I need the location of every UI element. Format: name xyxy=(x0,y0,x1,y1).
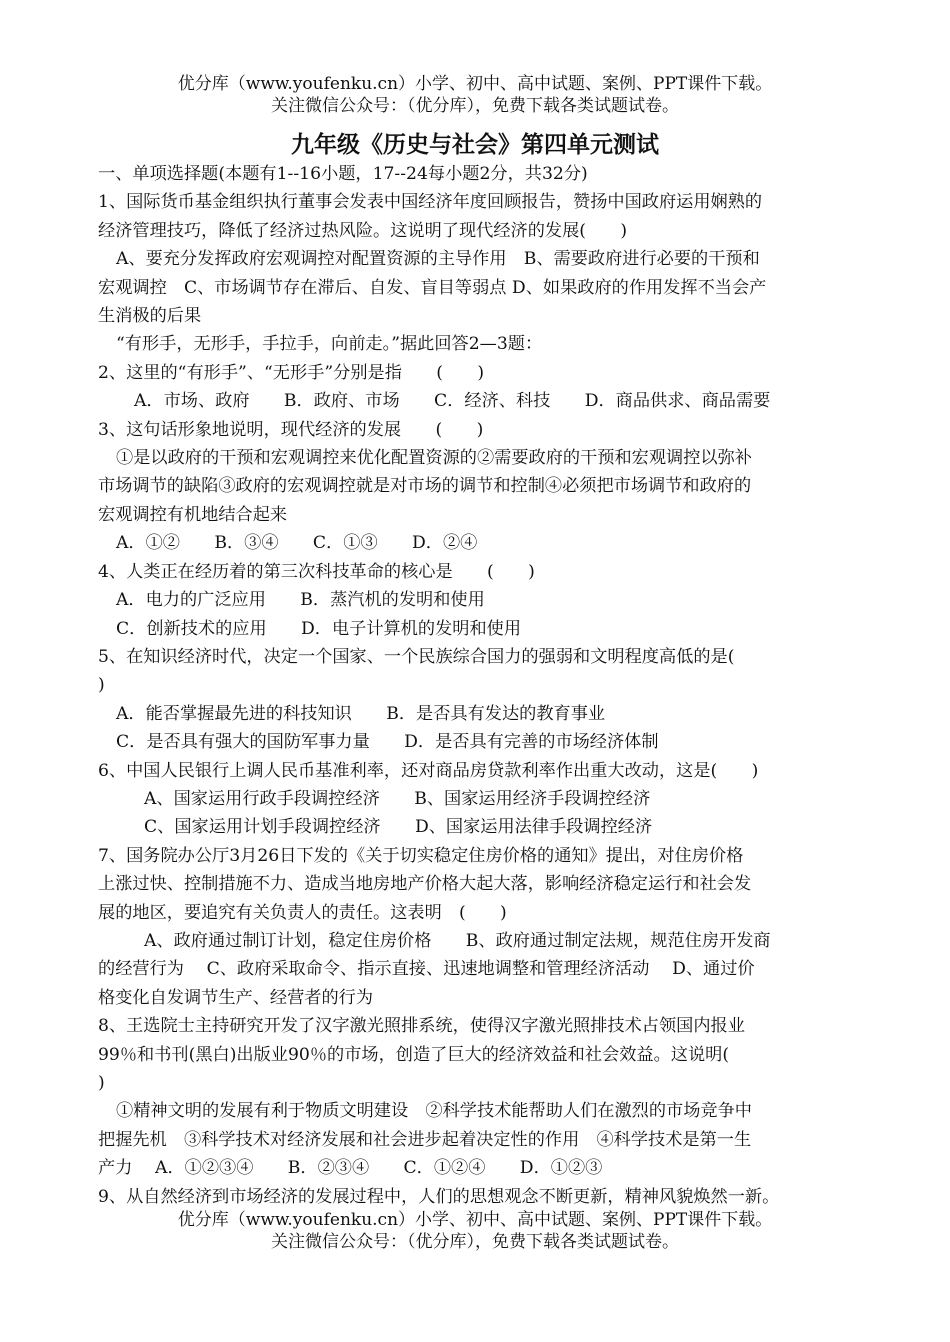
question-6-options-cd: C、国家运用计划手段调控经济 D、国家运用法律手段调控经济 xyxy=(144,817,653,838)
question-6: 6、中国人民银行上调人民币基准利率，还对商品房贷款利率作出重大改动，这是( ) xyxy=(98,760,759,781)
question-3-options: A．①② B．③④ C．①③ D．②④ xyxy=(116,533,478,554)
question-7-options-cont: 的经营行为 C、政府采取命令、指示直接、迅速地调整和管理经济活动 D、通过价 xyxy=(98,959,755,980)
header-line-1: 优分库（www.youfenku.cn）小学、初中、高中试题、案例、PPT课件下载。 xyxy=(177,74,773,94)
question-8-statements: ①精神文明的发展有利于物质文明建设 ②科学技术能帮助人们在激烈的市场竞争中 xyxy=(116,1101,752,1122)
footer-line-1: 优分库（www.youfenku.cn）小学、初中、高中试题、案例、PPT课件下载。 xyxy=(177,1210,773,1230)
question-8-statements-cont: 把握先机 ③科学技术对经济发展和社会进步起着决定性的作用 ④科学技术是第一生 xyxy=(98,1129,752,1150)
question-7-options-cont: 格变化自发调节生产、经营者的行为 xyxy=(98,987,374,1008)
question-9: 9、从自然经济到市场经济的发展过程中，人们的思想观念不断更新，精神风貌焕然一新。 xyxy=(98,1186,780,1207)
question-2: 2、这里的“有形手”、“无形手”分别是指 ( ) xyxy=(98,362,485,383)
question-4: 4、人类正在经历着的第三次科技革命的核心是 ( ) xyxy=(98,561,535,582)
question-2-options: A．市场、政府 B．政府、市场 C．经济、科技 D．商品供求、商品需要 xyxy=(134,391,771,412)
question-8-cont: 99％和书刊(黑白)出版业90％的市场，创造了巨大的经济效益和社会效益。这说明( xyxy=(98,1044,730,1065)
question-4-options-ab: A．电力的广泛应用 B．蒸汽机的发明和使用 xyxy=(116,590,485,611)
question-5: 5、在知识经济时代，决定一个国家、一个民族综合国力的强弱和文明程度高低的是( xyxy=(98,646,735,667)
question-1-options-cont: 宏观调控 C、市场调节存在滞后、自发、盲目等弱点 D、如果政府的作用发挥不当会产 xyxy=(98,277,767,298)
question-5-cont: ) xyxy=(98,675,105,696)
question-1-cont: 经济管理技巧，降低了经济过热风险。这说明了现代经济的发展( ) xyxy=(98,220,628,241)
question-3-statements: ①是以政府的干预和宏观调控来优化配置资源的②需要政府的干预和宏观调控以弥补 xyxy=(116,448,752,469)
material-quote: “有形手，无形手，手拉手，向前走。”据此回答2—3题： xyxy=(116,334,543,355)
question-body xyxy=(98,160,838,1211)
page-title: 九年级《历史与社会》第四单元测试 xyxy=(291,131,659,158)
question-4-options-cd: C．创新技术的应用 D．电子计算机的发明和使用 xyxy=(116,618,522,639)
question-7-cont: 展的地区，要追究有关负责人的责任。这表明 ( ) xyxy=(98,902,507,923)
question-3: 3、这句话形象地说明，现代经济的发展 ( ) xyxy=(98,419,484,440)
question-3-statements-cont: 市场调节的缺陷③政府的宏观调控就是对市场的调节和控制④必须把市场调节和政府的 xyxy=(98,476,752,497)
question-1-options-cont: 生消极的后果 xyxy=(98,306,202,327)
question-7-options: A、政府通过制订计划，稳定住房价格 B、政府通过制定法规，规范住房开发商 xyxy=(144,930,771,951)
question-5-options-cd: C．是否具有强大的国防军事力量 D．是否具有完善的市场经济体制 xyxy=(116,732,659,753)
site-footer xyxy=(0,1209,950,1253)
question-8-options: 产力 A．①②③④ B．②③④ C．①②④ D．①②③ xyxy=(98,1158,603,1179)
question-7: 7、国务院办公厅3月26日下发的《关于切实稳定住房价格的通知》提出，对住房价格 xyxy=(98,845,744,866)
header-line-2: 关注微信公众号：（优分库），免费下载各类试题试卷。 xyxy=(271,96,679,116)
question-1-options: A、要充分发挥政府宏观调控对配置资源的主导作用 B、需要政府进行必要的干预和 xyxy=(116,249,760,270)
footer-line-2: 关注微信公众号：（优分库），免费下载各类试题试卷。 xyxy=(271,1232,679,1252)
question-1: 1、国际货币基金组织执行董事会发表中国经济年度回顾报告，赞扬中国政府运用娴熟的 xyxy=(98,192,763,213)
question-6-options-ab: A、国家运用行政手段调控经济 B、国家运用经济手段调控经济 xyxy=(144,788,651,809)
site-header xyxy=(0,73,950,117)
question-8: 8、王选院士主持研究开发了汉字激光照排系统，使得汉字激光照排技术占领国内报业 xyxy=(98,1016,745,1037)
question-5-options-ab: A．能否掌握最先进的科技知识 B．是否具有发达的教育事业 xyxy=(116,703,606,724)
question-7-cont: 上涨过快、控制措施不力、造成当地房地产价格大起大落，影响经济稳定运行和社会发 xyxy=(98,874,752,895)
section-heading: 一、单项选择题(本题有1--16小题，17--24每小题2分，共32分) xyxy=(98,164,588,184)
question-3-statements-cont: 宏观调控有机地结合起来 xyxy=(98,504,288,525)
question-8-cont: ) xyxy=(98,1073,105,1093)
